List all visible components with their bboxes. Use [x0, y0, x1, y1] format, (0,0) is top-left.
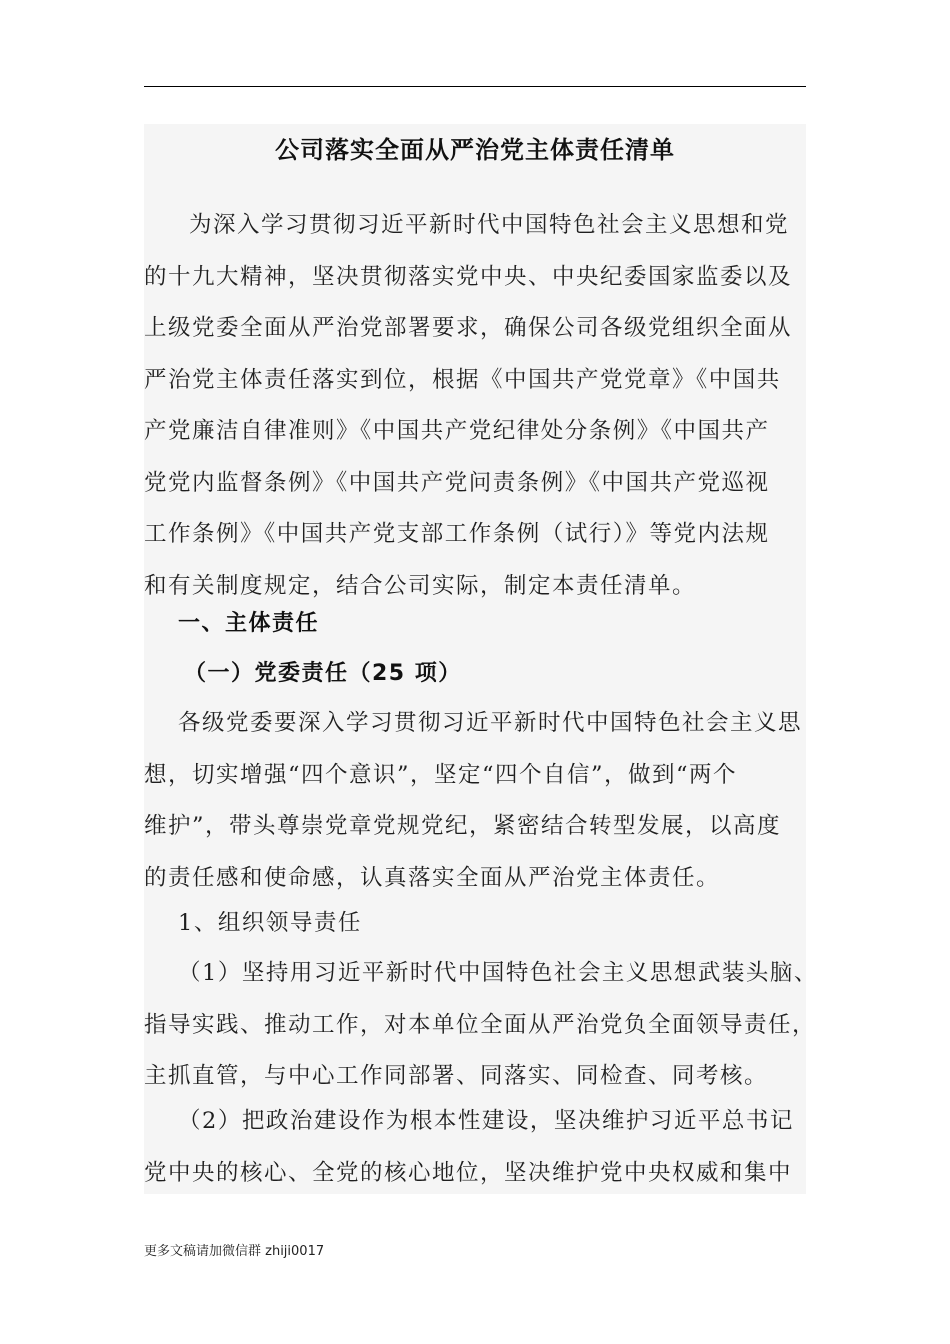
subsection-heading: （一）党委责任（25 项）: [184, 661, 462, 686]
intro-paragraph: [144, 200, 806, 612]
item-line: 主抓直管，与中心工作同部署、同落实、同检查、同考核。: [144, 1063, 769, 1089]
header-rule: [144, 86, 806, 87]
item-line: 指导实践、推动工作，对本单位全面从严治党负全面领导责任，: [144, 1011, 817, 1038]
intro-line: 产党廉洁自律准则》《中国共产党纪律处分条例》《中国共产: [144, 418, 770, 444]
item-line: （1）坚持用习近平新时代中国特色社会主义思想武装头脑、: [178, 960, 818, 986]
committee-line: 想，切实增强“四个意识”，坚定“四个自信”，做到“两个: [144, 761, 738, 788]
item-line: （2）把政治建设作为根本性建设，坚决维护习近平总书记: [178, 1108, 794, 1134]
item-1-2-paragraph: [144, 1096, 806, 1199]
document-title: 公司落实全面从严治党主体责任清单: [275, 136, 675, 164]
intro-line: 党党内监督条例》《中国共产党问责条例》《中国共产党巡视: [144, 469, 770, 496]
footer-note: 更多文稿请加微信群 zhiji0017: [144, 1244, 325, 1259]
committee-line: 的责任感和使命感，认真落实全面从严治党主体责任。: [144, 864, 721, 891]
section-heading: 一、主体责任: [178, 611, 320, 636]
item-heading: [144, 898, 806, 950]
item-line: 党中央的核心、全党的核心地位，坚决维护党中央权威和集中: [144, 1159, 793, 1186]
intro-line: 的十九大精神，坚决贯彻落实党中央、中央纪委国家监委以及: [144, 263, 793, 290]
intro-line: 和有关制度规定，结合公司实际，制定本责任清单。: [144, 572, 697, 599]
item-heading-text: 1、组织领导责任: [178, 910, 362, 936]
document-body: [144, 124, 818, 1194]
committee-paragraph: [144, 698, 806, 904]
item-1-1-paragraph: [144, 948, 818, 1103]
intro-line: 工作条例》《中国共产党支部工作条例（试行）》等党内法规: [144, 521, 770, 547]
intro-line: 上级党委全面从严治党部署要求，确保公司各级党组织全面从: [144, 315, 793, 341]
committee-line: 各级党委要深入学习贯彻习近平新时代中国特色社会主义思: [178, 710, 803, 736]
intro-line: 严治党主体责任落实到位，根据《中国共产党党章》《中国共: [144, 366, 781, 393]
committee-line: 维护”，带头尊崇党章党规党纪，紧密结合转型发展，以高度: [144, 813, 782, 839]
intro-line: 为深入学习贯彻习近平新时代中国特色社会主义思想和党: [189, 212, 790, 238]
